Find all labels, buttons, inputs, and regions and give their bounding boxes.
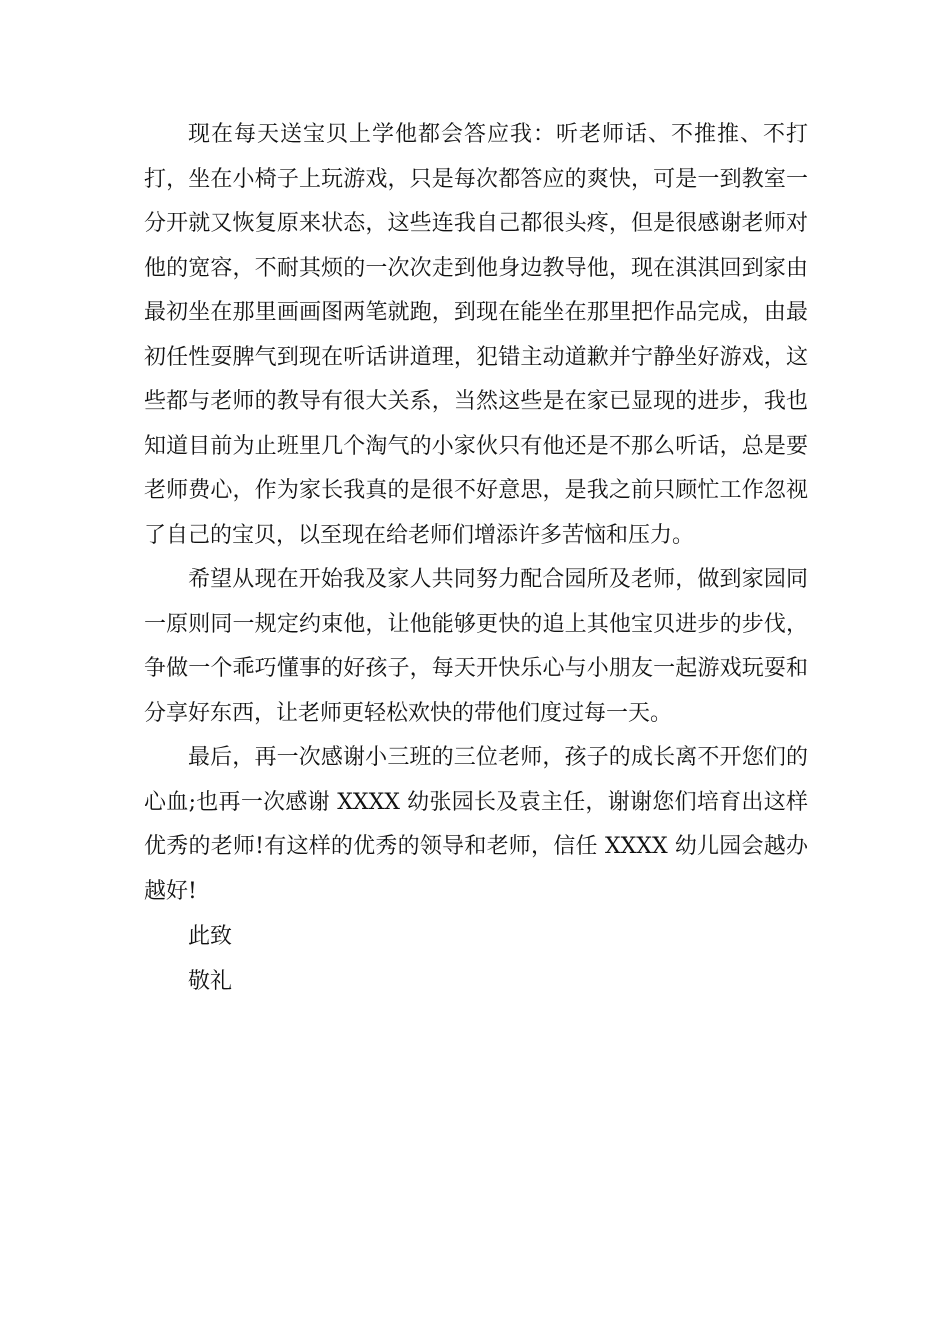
paragraph-thanks-progress: 现在每天送宝贝上学他都会答应我：听老师话、不推推、不打打，坐在小椅子上玩游戏，只是每次都答应的爽快，可是一到教室一分开就又恢复原来状态，这些连我自己都很头疼，但是很感谢老师对他的宽容，不耐其烦的一次次走到他身边教导他，现在淇淇回到家由最初坐在那里画画图两笔就跑，到现在能坐在那里把作品完成，由最初任性耍脾气到现在听话讲道理，犯错主动道歉并宁静坐好游戏，这些都与老师的教导有很大关系，当然这些是在家已显现的进步，我也知道目前为止班里几个淘气的小家伙只有他还是不那么听话，总是要老师费心，作为家长我真的是很不好意思，是我之前只顾忙工作忽视了自己的宝贝，以至现在给老师们增添许多苦恼和压力。 <box>144 122 808 548</box>
letter-body <box>144 113 808 1004</box>
paragraph-final-thanks: 最后，再一次感谢小三班的三位老师，孩子的成长离不开您们的心血;也再一次感谢 XXXX 幼张园长及袁主任，谢谢您们培育出这样优秀的老师!有这样的优秀的领导和老师，信任 XXXX 幼儿园会越办越好! <box>144 745 808 904</box>
closing-salutation: 此致 <box>188 924 233 949</box>
paragraph-hope-cooperation: 希望从现在开始我及家人共同努力配合园所及老师，做到家园同一原则同一规定约束他，让他能够更快的追上其他宝贝进步的步伐，争做一个乖巧懂事的好孩子，每天开快乐心与小朋友一起游戏玩耍和分享好东西，让老师更轻松欢快的带他们度过每一天。 <box>144 567 808 726</box>
closing-regards: 敬礼 <box>188 968 233 994</box>
